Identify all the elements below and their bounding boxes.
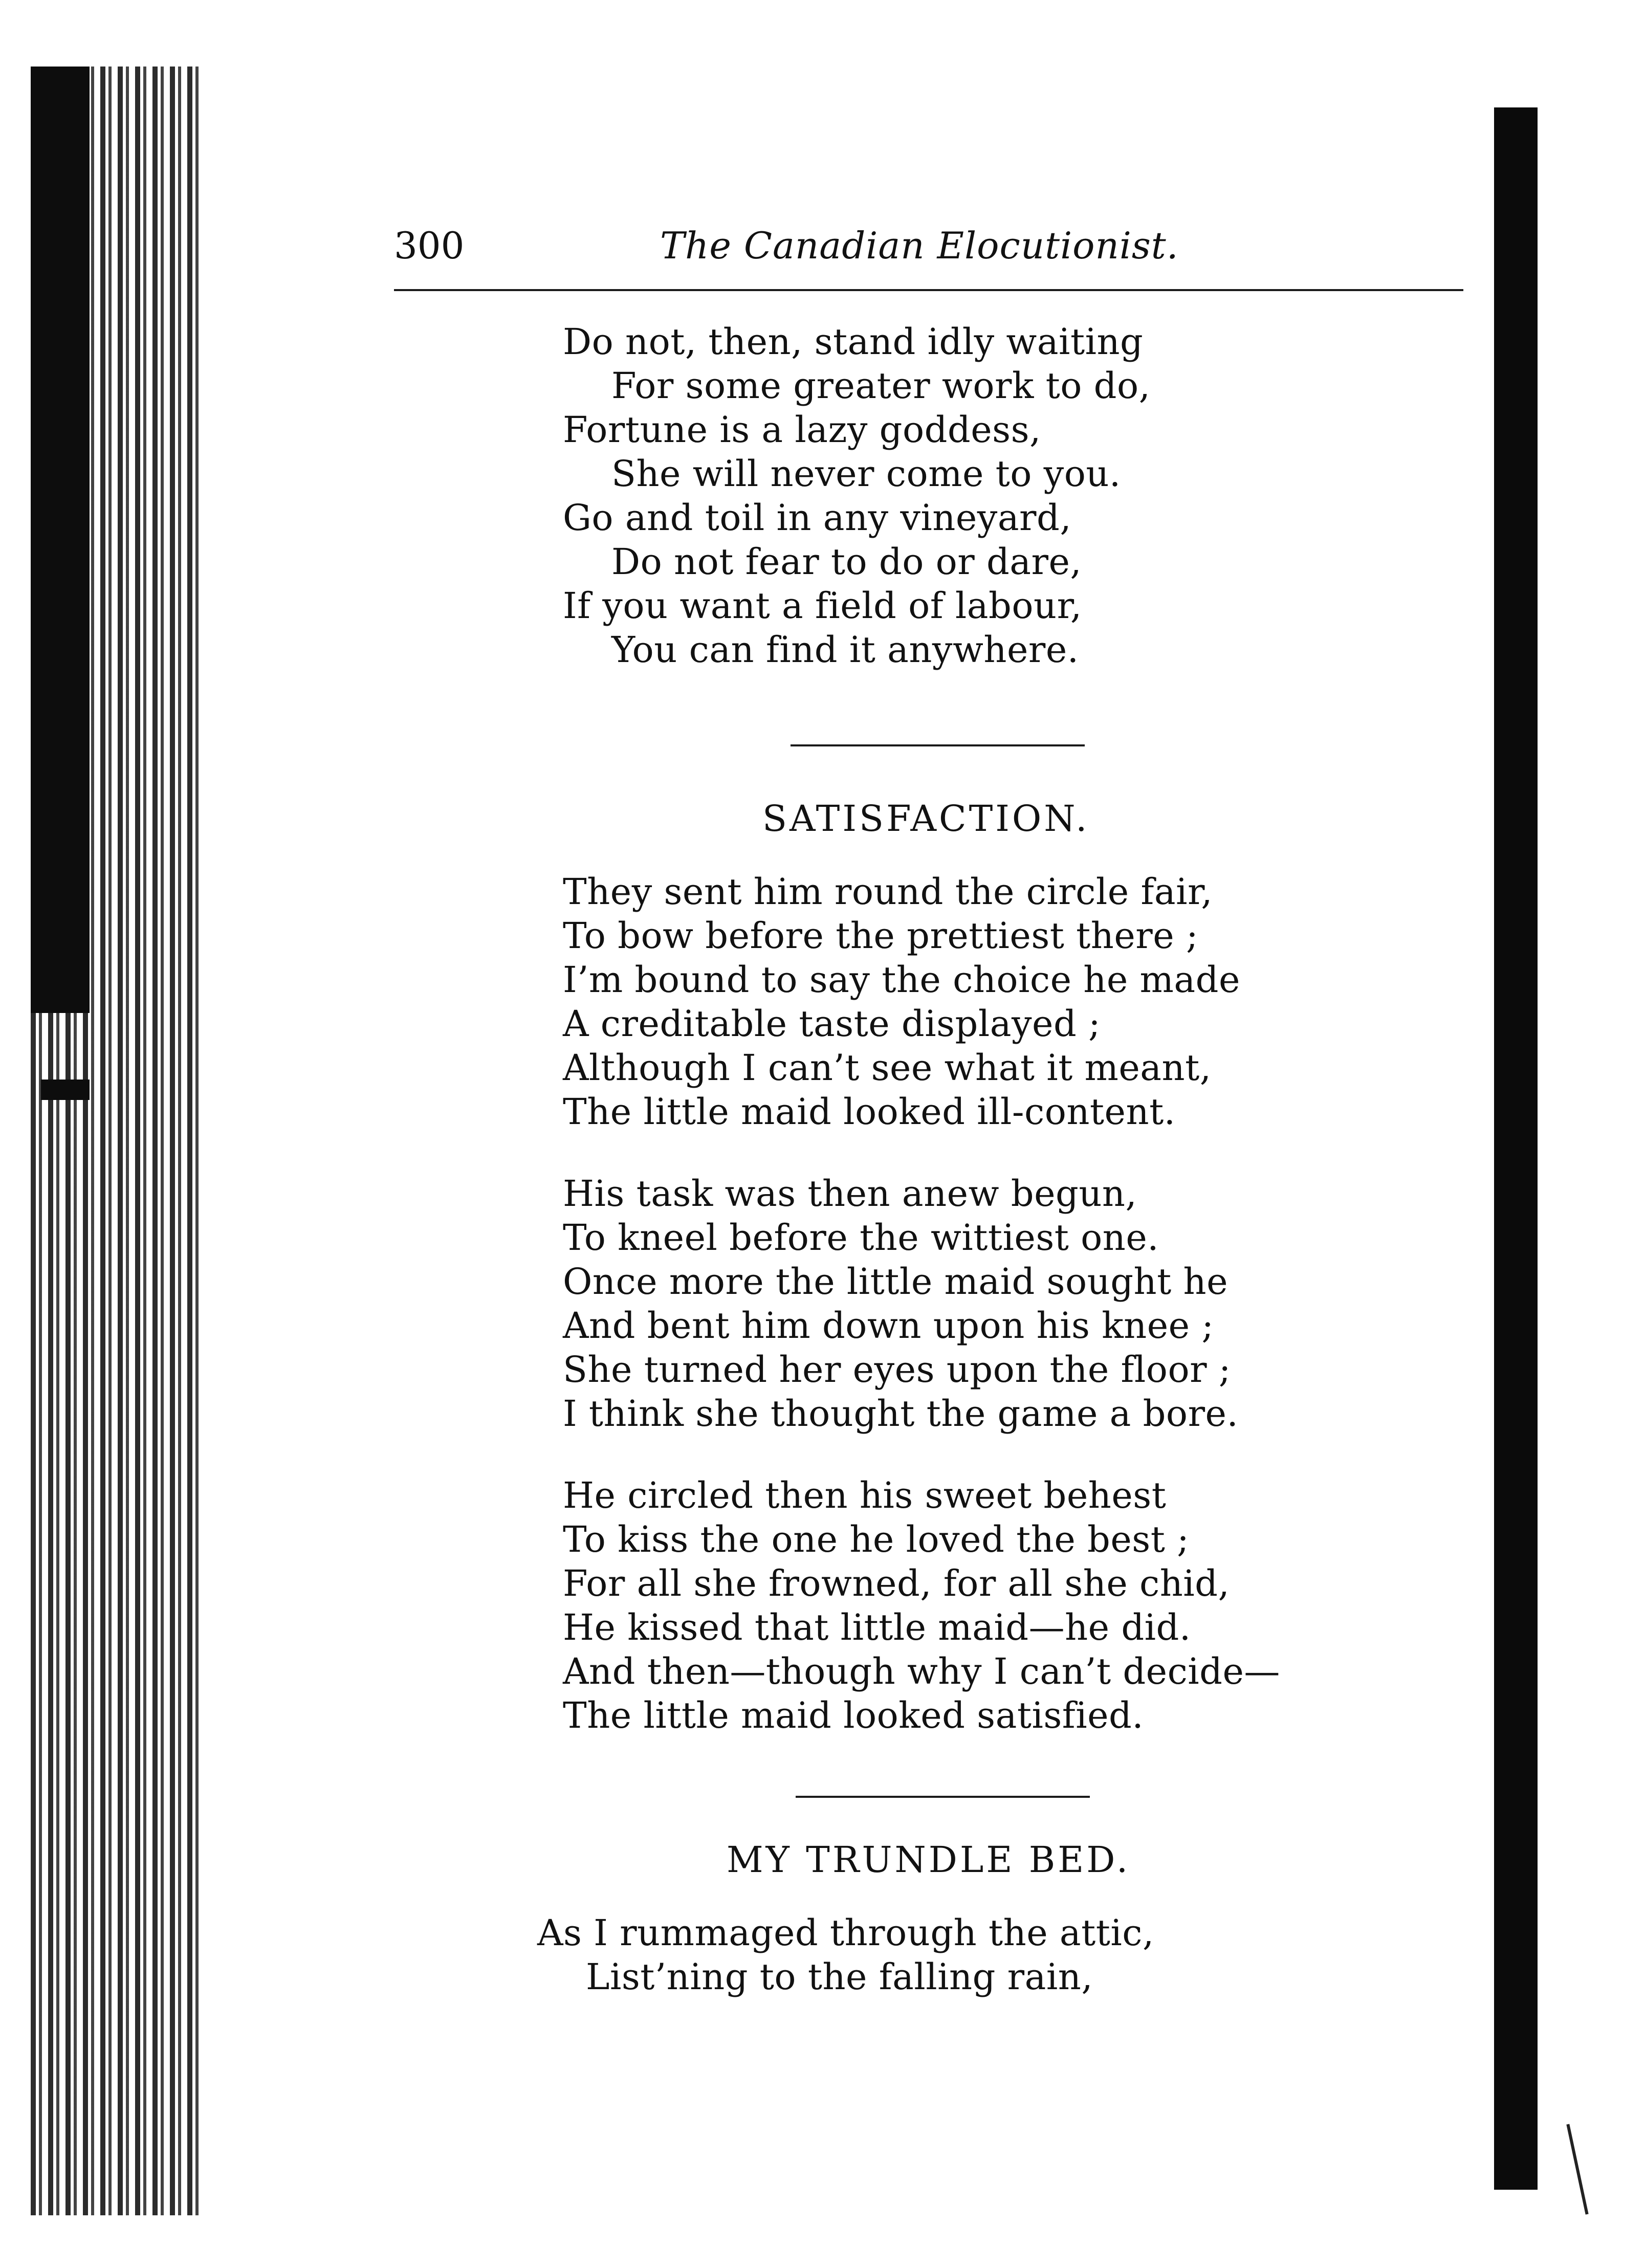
verse-line: Although I can’t see what it meant,: [563, 1047, 1212, 1089]
verse-line: Go and toil in any vineyard,: [563, 497, 1072, 539]
running-title: The Canadian Elocutionist.: [660, 224, 1179, 267]
verse-line: You can find it anywhere.: [611, 629, 1079, 671]
verse-line: As I rummaged through the attic,: [537, 1912, 1154, 1954]
verse-line: The little maid looked satisfied.: [563, 1694, 1144, 1736]
stanza: [563, 1172, 1484, 1436]
binding-edge-left: [31, 67, 90, 1013]
verse-line: If you want a field of labour,: [563, 585, 1082, 627]
verse-line: Do not fear to do or dare,: [611, 541, 1082, 583]
verse-line: He kissed that little maid—he did.: [563, 1606, 1191, 1648]
verse-line: I’m bound to say the choice he made: [563, 959, 1240, 1001]
verse-line: For all she frowned, for all she chid,: [563, 1562, 1230, 1604]
verse-line: The little maid looked ill-content.: [563, 1091, 1176, 1133]
section-divider: [791, 744, 1085, 746]
verse-line: Do not, then, stand idly waiting: [563, 321, 1144, 363]
edge-stroke-right: [1566, 2124, 1588, 2214]
verse-line: They sent him round the circle fair,: [563, 871, 1213, 913]
verse-line: And bent him down upon his knee ;: [563, 1305, 1214, 1347]
poem-title-satisfaction: SATISFACTION.: [762, 798, 1090, 840]
verse-line: I think she thought the game a bore.: [563, 1393, 1239, 1435]
verse-line: She will never come to you.: [611, 453, 1121, 495]
verse-line: For some greater work to do,: [611, 365, 1151, 407]
poem-title-trundle-bed: MY TRUNDLE BED.: [727, 1839, 1131, 1881]
section-divider: [796, 1796, 1090, 1798]
binding-edge-right: [1494, 107, 1538, 2190]
binding-mark-left: [41, 1080, 90, 1100]
poem-satisfaction: [563, 870, 1484, 1737]
verse-line: Fortune is a lazy goddess,: [563, 409, 1041, 451]
header-rule: [394, 289, 1463, 291]
verse-line: To bow before the prettiest there ;: [563, 915, 1199, 957]
verse-line: She turned her eyes upon the floor ;: [563, 1349, 1231, 1391]
verse-line: His task was then anew begun,: [563, 1173, 1137, 1215]
stanza: [563, 870, 1484, 1134]
verse-line: To kneel before the wittiest one.: [563, 1217, 1159, 1259]
running-header: [394, 220, 1248, 276]
verse-line: List’ning to the falling rain,: [586, 1956, 1093, 1998]
stanza: [563, 1473, 1484, 1737]
verse-line: A creditable taste displayed ;: [563, 1003, 1101, 1045]
poem-trundle-bed: [537, 1911, 1458, 1999]
verse-line: And then—though why I can’t decide—: [563, 1650, 1280, 1692]
verse-line: To kiss the one he loved the best ;: [563, 1518, 1190, 1560]
opening-stanza: [563, 320, 1484, 672]
verse-line: Once more the little maid sought he: [563, 1261, 1228, 1303]
page-number: 300: [394, 224, 465, 267]
verse-line: He circled then his sweet behest: [563, 1474, 1167, 1516]
